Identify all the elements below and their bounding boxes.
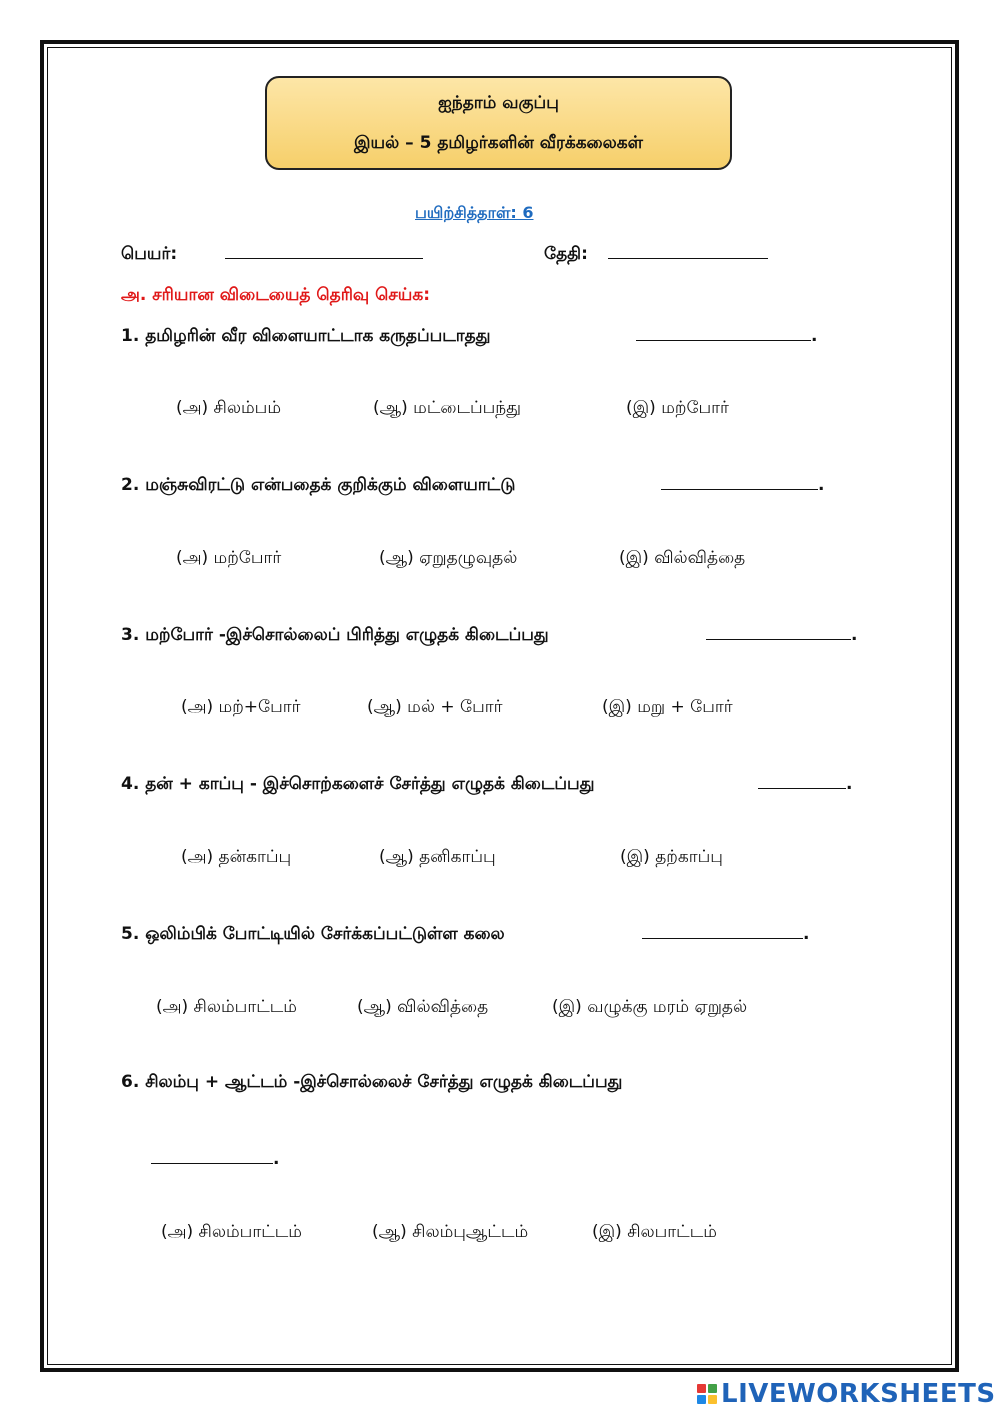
q6-option-b[interactable]: (ஆ) சிலம்புஆட்டம்: [372, 1222, 529, 1242]
q4-option-c[interactable]: (இ) தற்காப்பு: [620, 847, 723, 867]
answer-blank-6[interactable]: .: [151, 1149, 279, 1169]
date-label: தேதி:: [544, 244, 588, 264]
grade-title: ஐந்தாம் வகுப்பு: [438, 93, 559, 113]
question-2: 2. மஞ்சுவிரட்டு என்பதைக் குறிக்கும் விளையாட்டு: [121, 475, 516, 495]
answer-blank-5[interactable]: .: [642, 924, 809, 944]
q4-option-b[interactable]: (ஆ) தனிகாப்பு: [379, 847, 496, 867]
q4-option-a[interactable]: (அ) தன்காப்பு: [181, 847, 292, 867]
q6-option-c[interactable]: (இ) சிலபாட்டம்: [592, 1222, 717, 1242]
question-4: 4. தன் + காப்பு - இச்சொற்களைச் சேர்த்து எழுதக் கிடைப்பது: [121, 774, 595, 794]
question-1: 1. தமிழரின் வீர விளையாட்டாக கருதப்படாதது: [121, 326, 491, 346]
section-title: அ. சரியான விடையைத் தெரிவு செய்க:: [121, 285, 431, 305]
q3-option-c[interactable]: (இ) மறு + போர்: [602, 697, 733, 717]
q1-option-b[interactable]: (ஆ) மட்டைப்பந்து: [373, 398, 521, 418]
question-5: 5. ஒலிம்பிக் போட்டியில் சேர்க்கப்பட்டுள்ள கலை: [121, 924, 505, 944]
question-6: 6. சிலம்பு + ஆட்டம் -இச்சொல்லைச் சேர்த்து எழுதக் கிடைப்பது: [121, 1072, 623, 1092]
q3-option-a[interactable]: (அ) மற்+போர்: [181, 697, 301, 717]
name-field[interactable]: [225, 244, 423, 264]
logo-mark-icon: [697, 1384, 717, 1404]
liveworksheets-logo: [697, 1378, 996, 1410]
unit-title: இயல் – 5 தமிழர்களின் வீரக்கலைகள்: [354, 133, 643, 153]
q1-option-c[interactable]: (இ) மற்போர்: [626, 398, 729, 418]
logo-text: LIVEWORKSHEETS: [721, 1379, 996, 1409]
q3-option-b[interactable]: (ஆ) மல் + போர்: [367, 697, 503, 717]
date-field[interactable]: [608, 244, 768, 264]
header-box: [265, 76, 732, 170]
question-3: 3. மற்போர் -இச்சொல்லைப் பிரித்து எழுதக் கிடைப்பது: [121, 625, 549, 645]
q5-option-b[interactable]: (ஆ) வில்வித்தை: [357, 997, 489, 1017]
q2-option-b[interactable]: (ஆ) ஏறுதழுவுதல்: [379, 548, 518, 568]
answer-blank-1[interactable]: .: [636, 326, 817, 346]
answer-blank-2[interactable]: .: [661, 475, 824, 495]
q2-option-a[interactable]: (அ) மற்போர்: [176, 548, 282, 568]
name-label: பெயர்:: [121, 244, 178, 264]
q5-option-c[interactable]: (இ) வழுக்கு மரம் ஏறுதல்: [552, 997, 748, 1017]
q5-option-a[interactable]: (அ) சிலம்பாட்டம்: [156, 997, 297, 1017]
answer-blank-4[interactable]: .: [758, 774, 852, 794]
q2-option-c[interactable]: (இ) வில்வித்தை: [619, 548, 746, 568]
worksheet-title: பயிற்சித்தாள்: 6: [415, 203, 534, 222]
answer-blank-3[interactable]: .: [706, 625, 857, 645]
q1-option-a[interactable]: (அ) சிலம்பம்: [176, 398, 281, 418]
q6-option-a[interactable]: (அ) சிலம்பாட்டம்: [161, 1222, 302, 1242]
